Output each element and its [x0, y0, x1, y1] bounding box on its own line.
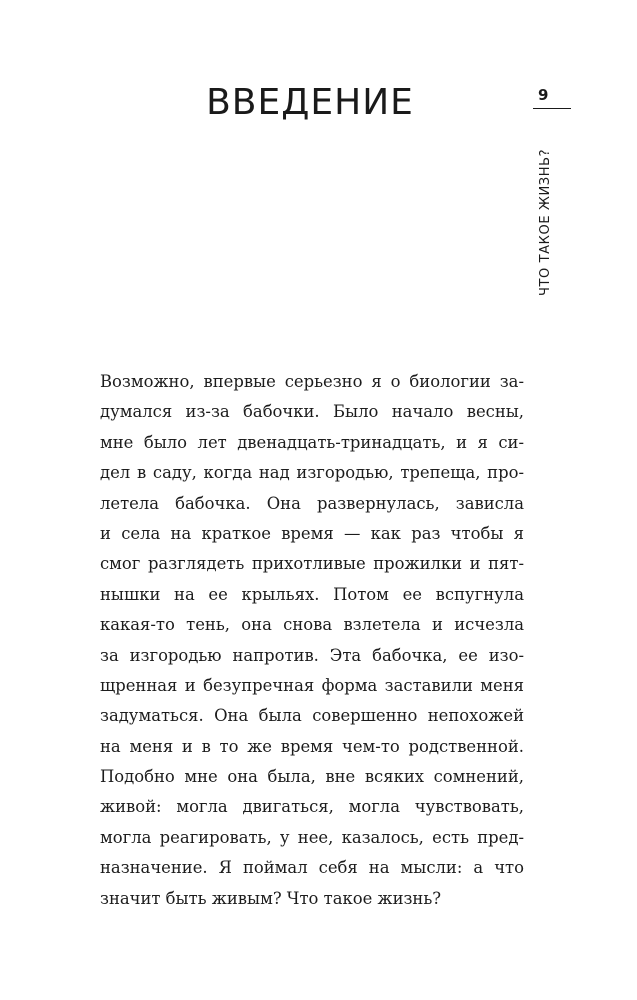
- text-line: на меня и в то же время чем-то родственной.: [100, 736, 524, 756]
- text-line: дел в саду, когда над изгородью, трепеща, про-: [100, 463, 524, 483]
- text-line: за изгородью напротив. Эта бабочка, ее изо-: [100, 645, 524, 665]
- page-number: 9: [538, 86, 549, 104]
- text-line: нышки на ее крыльях. Потом ее вспугнула: [100, 584, 524, 604]
- text-line: какая-то тень, она снова взлетела и исчезла: [100, 615, 524, 635]
- text-line: могла реагировать, у нее, казалось, есть пред-: [100, 827, 524, 847]
- text-line: щренная и безупречная форма заставили меня: [100, 675, 524, 695]
- text-line: летела бабочка. Она развернулась, зависла: [100, 493, 524, 513]
- text-line: и села на краткое время — как раз чтобы я: [100, 523, 524, 543]
- page-number-rule: [533, 108, 571, 109]
- text-line: мне было лет двенадцать-тринадцать, и я си-: [100, 432, 524, 452]
- text-line: смог разглядеть прихотливые прожилки и пят-: [100, 554, 524, 574]
- text-line: Подобно мне она была, вне всяких сомнений,: [100, 767, 524, 787]
- text-line: Возможно, впервые серьезно я о биологии за-: [100, 372, 524, 391]
- chapter-title: ВВЕДЕНИЕ: [206, 82, 414, 123]
- running-head-text: ЧТО ТАКОЕ ЖИЗНЬ?: [538, 148, 553, 296]
- body-paragraph: [100, 367, 524, 914]
- text-line: назначение. Я поймал себя на мысли: а что: [100, 858, 524, 878]
- text-line: живой: могла двигаться, могла чувствовать,: [100, 797, 524, 817]
- text-line: думался из-за бабочки. Было начало весны,: [100, 402, 524, 422]
- text-line: значит быть живым? Что такое жизнь?: [100, 888, 442, 908]
- text-line: задуматься. Она была совершенно непохожей: [100, 706, 524, 726]
